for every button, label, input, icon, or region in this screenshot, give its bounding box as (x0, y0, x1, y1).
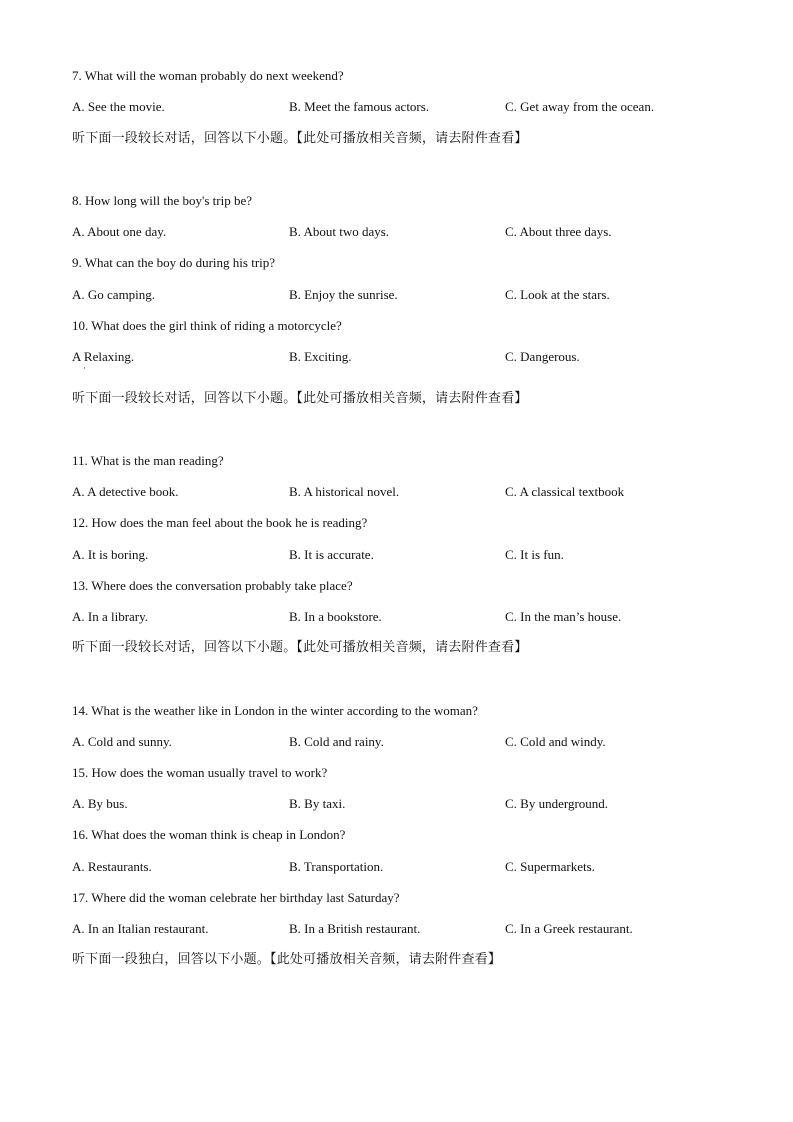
question-14: 14. What is the weather like in London in the winter according to the woman? (72, 703, 478, 718)
options-15 (72, 796, 752, 812)
option-c: C. A classical textbook (505, 484, 625, 499)
options-11 (72, 484, 752, 500)
option-b: B. By taxi. (289, 796, 346, 811)
audio-instruction: 听下面一段较长对话，回答以下小题。【此处可播放相关音频，请去附件查看】 (72, 640, 528, 655)
stray-dot-mark: · (83, 363, 86, 373)
audio-instruction: 听下面一段较长对话，回答以下小题。【此处可播放相关音频，请去附件查看】 (72, 391, 528, 406)
audio-instruction: 听下面一段较长对话，回答以下小题。【此处可播放相关音频，请去附件查看】 (72, 131, 528, 146)
option-c: C. Dangerous. (505, 349, 580, 364)
option-a: A. It is boring. (72, 547, 149, 562)
option-b: B. It is accurate. (289, 547, 374, 562)
option-b: B. About two days. (289, 224, 390, 239)
option-a: A. By bus. (72, 796, 128, 811)
option-c: C. Cold and windy. (505, 734, 606, 749)
options-14 (72, 734, 752, 750)
option-a: A Relaxing. (72, 349, 135, 364)
audio-instruction-monologue: 听下面一段独白，回答以下小题。【此处可播放相关音频，请去附件查看】 (72, 952, 502, 967)
option-a: A. See the movie. (72, 99, 165, 114)
option-a: A. In a library. (72, 609, 149, 624)
question-16: 16. What does the woman think is cheap in London? (72, 827, 346, 842)
option-c: C. It is fun. (505, 547, 564, 562)
options-8 (72, 224, 752, 240)
option-a: A. About one day. (72, 224, 167, 239)
options-10 (72, 349, 752, 365)
option-b: B. In a British restaurant. (289, 921, 421, 936)
option-b: B. A historical novel. (289, 484, 400, 499)
option-c: C. Get away from the ocean. (505, 99, 655, 114)
options-12 (72, 547, 752, 563)
options-13 (72, 609, 752, 625)
option-a: A. Cold and sunny. (72, 734, 172, 749)
option-b: B. Meet the famous actors. (289, 99, 430, 114)
question-7: 7. What will the woman probably do next weekend? (72, 68, 344, 83)
option-b: B. Enjoy the sunrise. (289, 287, 398, 302)
option-a: A. In an Italian restaurant. (72, 921, 209, 936)
question-9: 9. What can the boy do during his trip? (72, 255, 276, 270)
options-16 (72, 859, 752, 875)
option-a: A. A detective book. (72, 484, 179, 499)
options-17 (72, 921, 752, 937)
question-15: 15. How does the woman usually travel to work? (72, 765, 328, 780)
question-8: 8. How long will the boy's trip be? (72, 193, 252, 208)
question-17: 17. Where did the woman celebrate her birthday last Saturday? (72, 890, 400, 905)
option-c: C. By underground. (505, 796, 609, 811)
option-b: B. Exciting. (289, 349, 352, 364)
option-c: C. In a Greek restaurant. (505, 921, 633, 936)
option-b: B. In a bookstore. (289, 609, 382, 624)
option-b: B. Cold and rainy. (289, 734, 384, 749)
option-c: C. In the man’s house. (505, 609, 622, 624)
options-9 (72, 287, 752, 303)
question-11: 11. What is the man reading? (72, 453, 224, 468)
option-b: B. Transportation. (289, 859, 384, 874)
question-13: 13. Where does the conversation probably take place? (72, 578, 353, 593)
option-c: C. Look at the stars. (505, 287, 610, 302)
options-7 (72, 99, 752, 115)
option-a: A. Restaurants. (72, 859, 152, 874)
option-c: C. About three days. (505, 224, 612, 239)
option-a: A. Go camping. (72, 287, 156, 302)
question-10: 10. What does the girl think of riding a motorcycle? (72, 318, 342, 333)
option-c: C. Supermarkets. (505, 859, 595, 874)
question-12: 12. How does the man feel about the book he is reading? (72, 515, 368, 530)
